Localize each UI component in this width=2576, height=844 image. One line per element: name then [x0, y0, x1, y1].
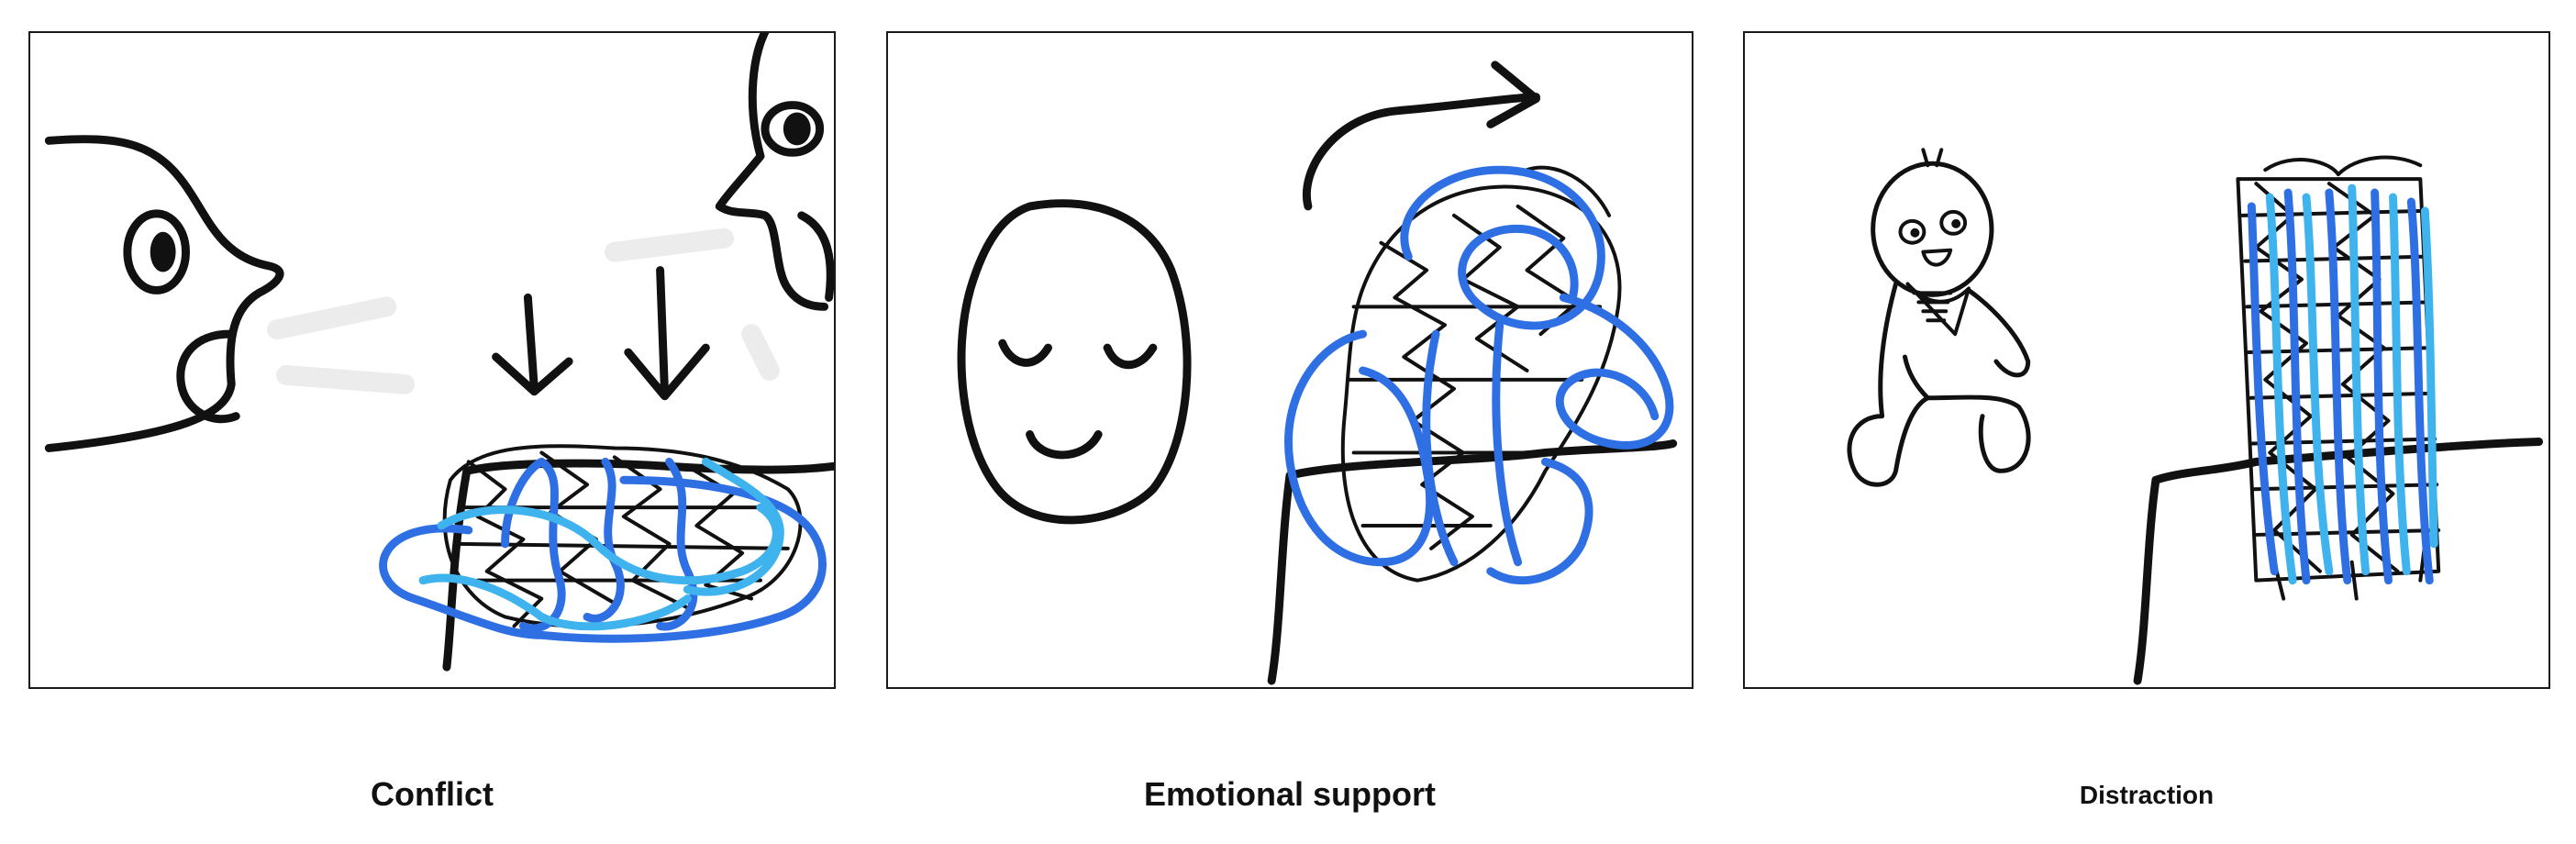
emotional-support-drawing — [888, 33, 1692, 687]
caption-emotional-support: Emotional support — [1144, 775, 1436, 813]
panel-conflict — [28, 31, 836, 689]
conflict-drawing — [30, 33, 834, 687]
panel-emotional-support — [886, 31, 1693, 689]
child-figure — [1849, 150, 2028, 484]
distraction-drawing — [1745, 33, 2548, 687]
calm-face — [961, 204, 1187, 520]
caption-conflict: Conflict — [371, 775, 494, 813]
left-shouting-face — [49, 139, 280, 449]
caption-distraction: Distraction — [2079, 781, 2215, 809]
ground-line — [1271, 443, 1673, 681]
panel-distraction — [1743, 31, 2550, 689]
right-shouting-face — [719, 33, 830, 306]
down-arrows — [496, 271, 706, 396]
